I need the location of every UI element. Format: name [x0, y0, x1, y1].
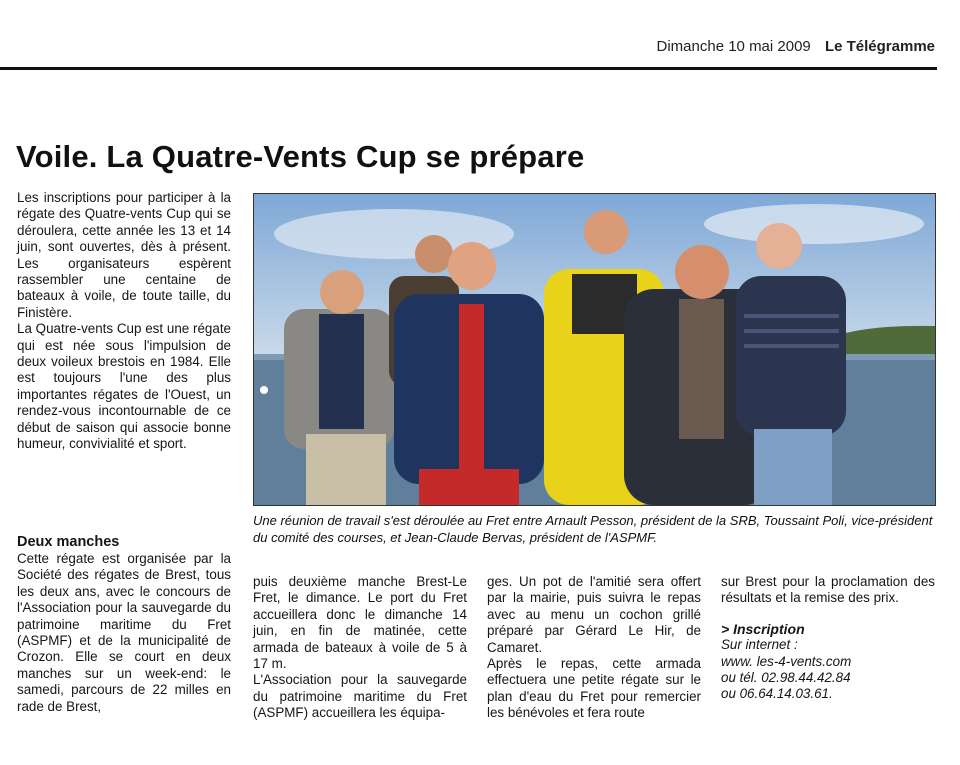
body-column-4	[721, 574, 935, 703]
group-photo-image	[254, 194, 935, 505]
body-column-1	[17, 534, 231, 715]
photo-caption: Une réunion de travail s'est déroulée au Fret entre Arnault Pesson, président de la SRB, Toussaint Poli, vice-président du comité des courses, et Jean-Claude Bervas, président de l'ASPMF.	[253, 513, 933, 545]
article-photo	[253, 193, 936, 506]
inscription-phone-2: ou 06.64.14.03.61.	[721, 686, 833, 702]
masthead-rule	[0, 67, 937, 70]
issue-date: Dimanche 10 mai 2009	[656, 38, 811, 55]
subhead: Deux manches	[17, 534, 120, 550]
intro-paragraph-1: Les inscriptions pour participer à la régate des Quatre-vents Cup qui se déroulera, cette année les 13 et 14 juin, sont ouvertes, dès à présent. Les organisateurs espèrent rassembler une centaine de bateaux à voile, de toute taille, du Finistère.	[17, 190, 231, 320]
body-paragraph: sur Brest pour la proclamation des résultats et la remise des prix.	[721, 574, 935, 606]
body-paragraph: Cette régate est organisée par la Société des régates de Brest, tous les deux ans, avec le concours de l'Association pour la sauvegarde du patrimoine maritime du Fret (ASPMF) et de la municipalité de Crozon. Elle se court en deux manches sur un week-end: le samedi, parcours de 22 milles en rade de Brest,	[17, 551, 231, 714]
inscription-phone-1: ou tél. 02.98.44.42.84	[721, 670, 851, 686]
inscription-website: www. les-4-vents.com	[721, 653, 852, 669]
body-paragraph: puis deuxième manche Brest-Le Fret, le dimance. Le port du Fret accueillera donc le dimanche 14 juin, en fin de matinée, cette armada de bateaux à voile de 5 à 17 m.	[253, 574, 467, 672]
intro-column	[17, 190, 231, 453]
masthead	[0, 38, 935, 55]
newspaper-name: Le Télégramme	[824, 38, 935, 55]
body-paragraph: ges. Un pot de l'amitié sera offert par la mairie, puis suivra le repas avec au menu un cochon grillé préparé par Gérard Le Hir, de Camaret.	[487, 574, 701, 655]
intro-paragraph-2: La Quatre-vents Cup est une régate qui est née sous l'impulsion de deux voileux brestois en 1984. Elle est toujours l'une des plus importantes régates de l'Ouest, un rendez-vous incontournable de ce début de saison qui associe bonne humeur, convivialité et sport.	[17, 321, 231, 452]
inscription-line: Sur internet :	[721, 637, 798, 653]
body-paragraph: Après le repas, cette armada effectuera une petite régate sur le plan d'eau du Fret pour remercier les bénévoles et fera route	[487, 656, 701, 721]
body-column-2	[253, 574, 467, 722]
body-paragraph: L'Association pour la sauvegarde du patrimoine maritime du Fret (ASPMF) accueillera les équipa-	[253, 672, 467, 721]
article-headline: Voile. La Quatre-Vents Cup se prépare	[16, 139, 585, 174]
body-column-3	[487, 574, 701, 722]
inscription-heading: > Inscription	[721, 620, 805, 637]
